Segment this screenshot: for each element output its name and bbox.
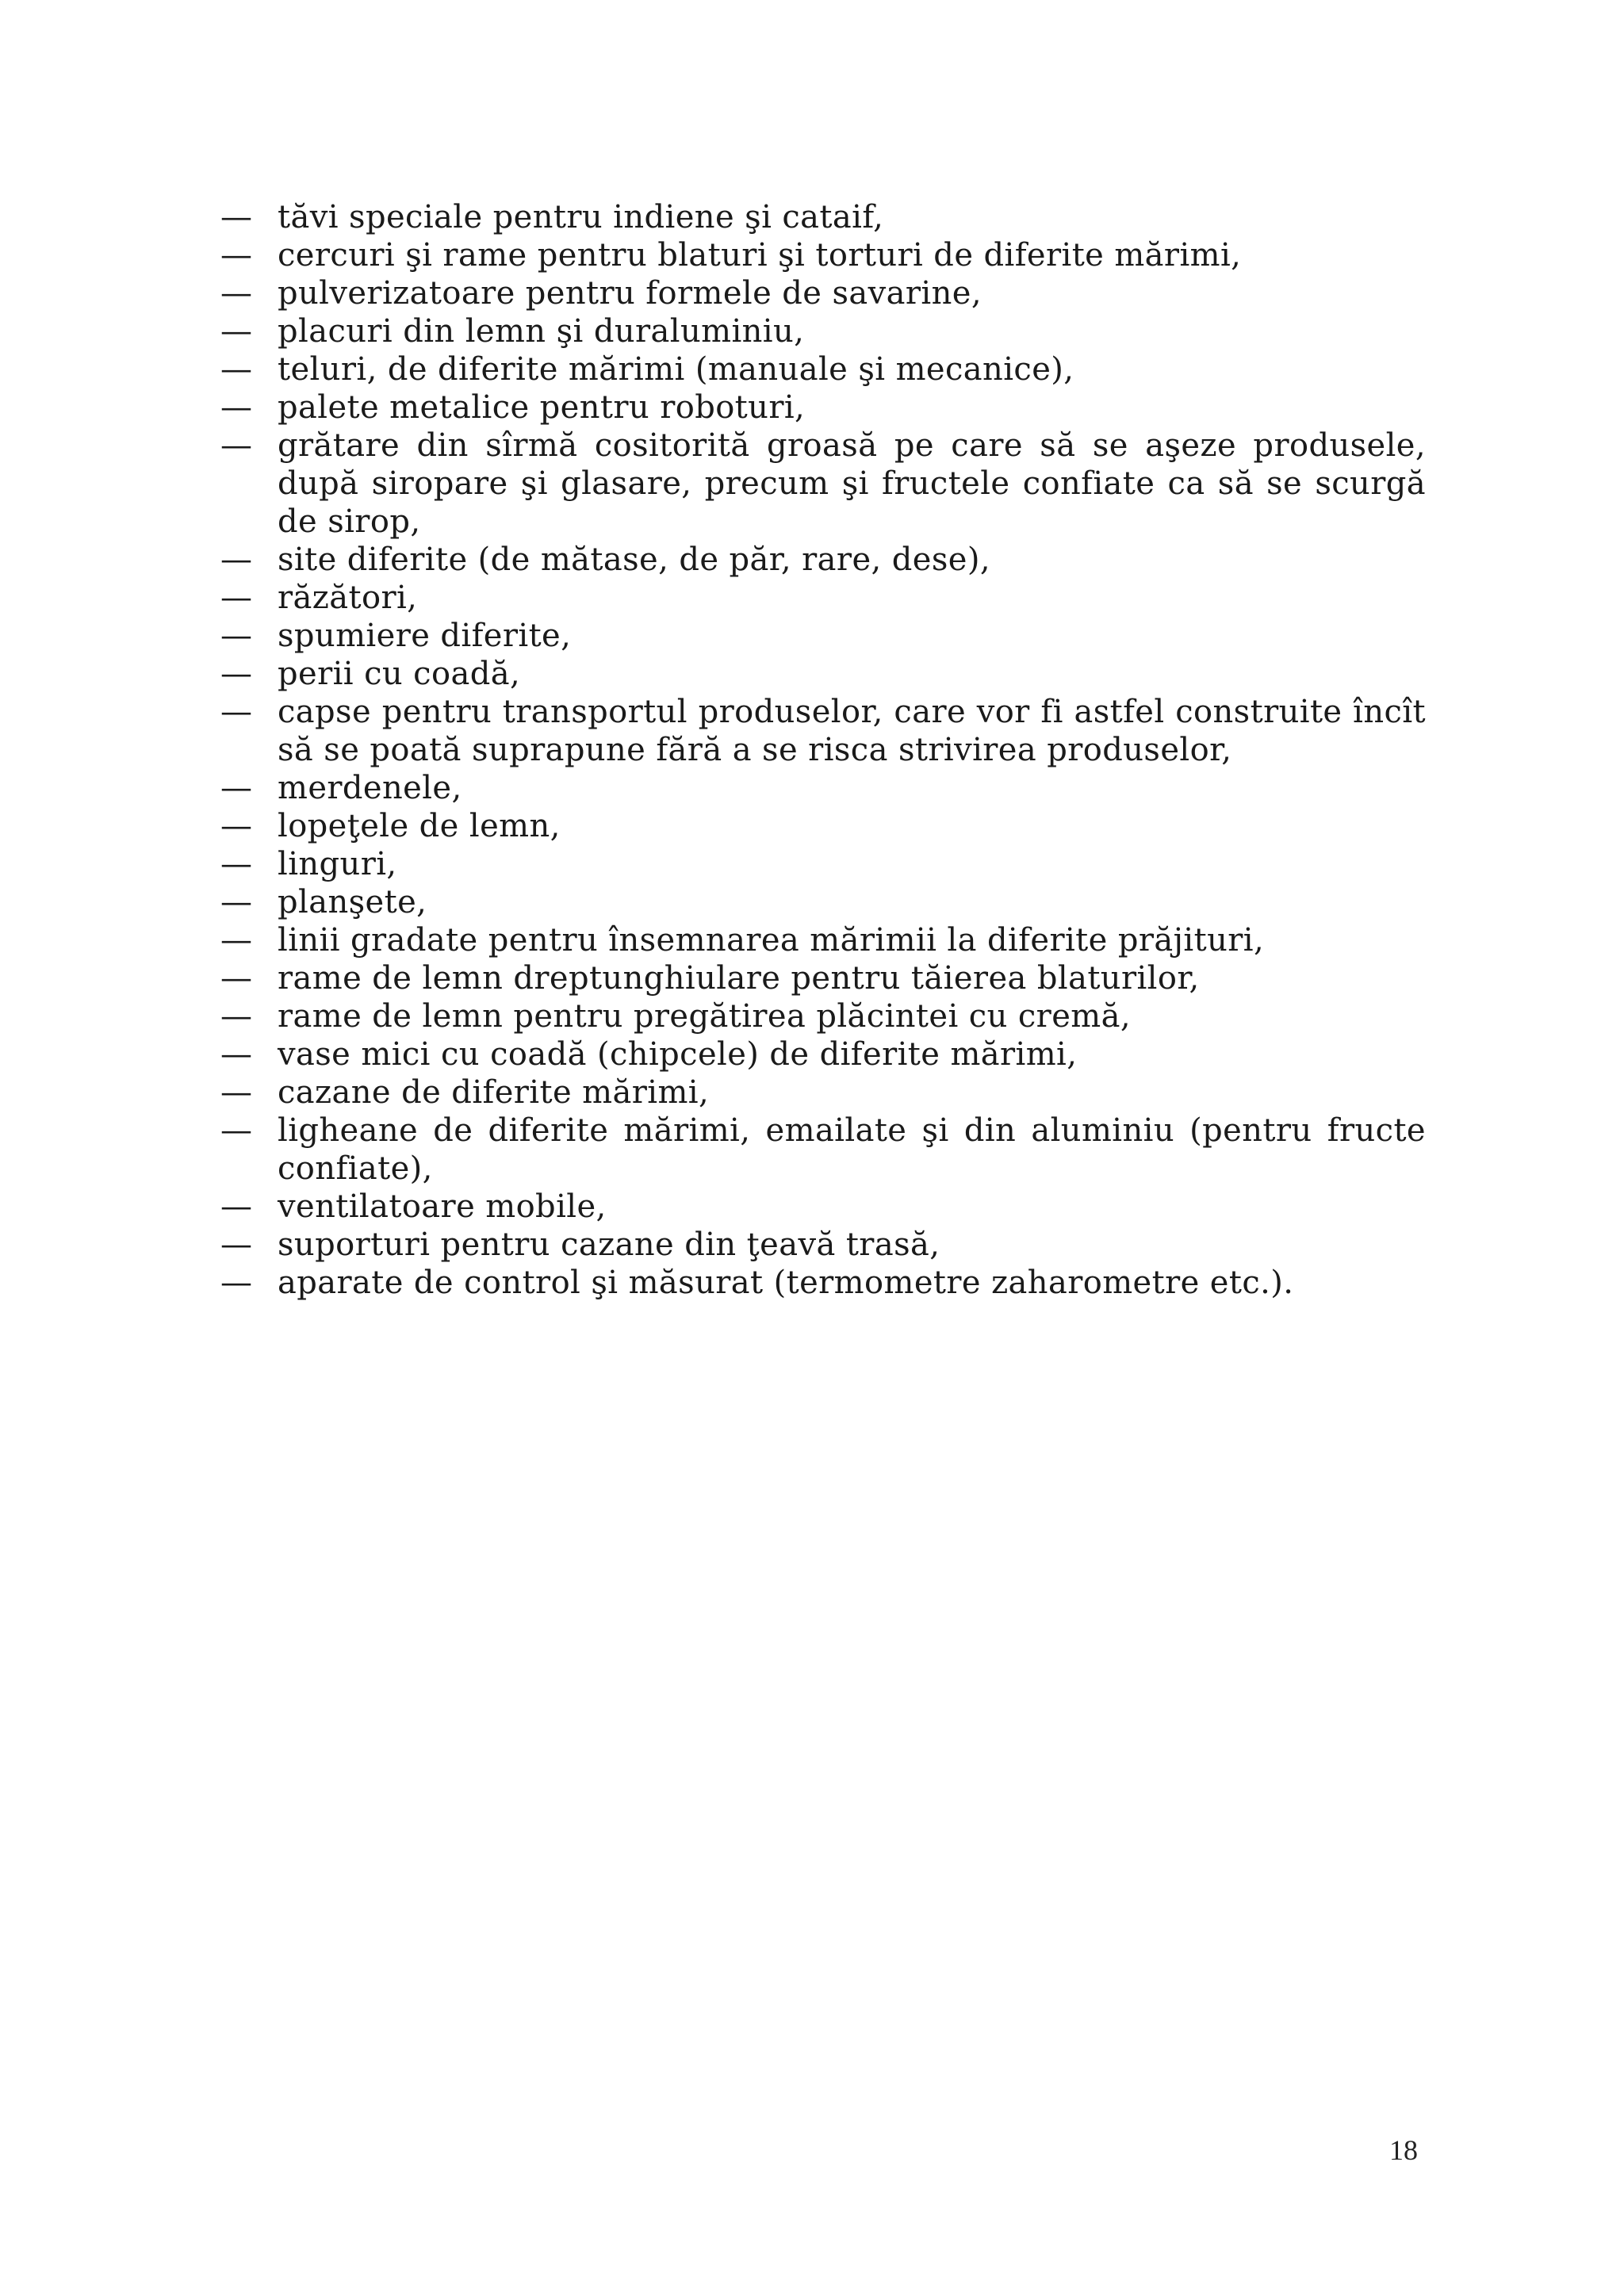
list-dash: —	[220, 1265, 253, 1301]
list-item-text: spumiere diferite,	[278, 618, 572, 654]
list-item-text: suporturi pentru cazane din ţeavă trasă,	[278, 1226, 940, 1263]
list-item	[220, 617, 1426, 655]
list-item-text: ventilatoare mobile,	[278, 1188, 607, 1225]
list-item-text: linii gradate pentru însemnarea mărimii la diferite prăjituri,	[278, 922, 1265, 959]
list-dash: —	[220, 808, 253, 844]
list-item	[220, 655, 1426, 693]
list-item-text: tăvi speciale pentru indiene şi cataif,	[278, 199, 884, 235]
list-item	[220, 1035, 1426, 1073]
list-dash: —	[220, 351, 253, 388]
list-dash: —	[220, 237, 253, 274]
equipment-list	[220, 198, 1426, 1302]
list-dash: —	[220, 389, 253, 426]
list-item-text: planşete,	[278, 884, 427, 920]
list-dash: —	[220, 580, 253, 616]
list-item-text: merdenele,	[278, 770, 462, 806]
list-item	[220, 807, 1426, 845]
list-dash: —	[220, 846, 253, 882]
list-item	[220, 427, 1426, 541]
list-item-text: palete metalice pentru roboturi,	[278, 389, 806, 426]
list-item-text: grătare din sîrmă cositorită groasă pe care să se aşeze produsele, după siropare şi glasare, precum şi fructele confiate ca să se scurgă de sirop,	[278, 427, 1426, 540]
list-item	[220, 693, 1426, 769]
list-item	[220, 959, 1426, 997]
list-item-text: vase mici cu coadă (chipcele) de diferite mărimi,	[278, 1036, 1078, 1073]
list-item	[220, 921, 1426, 959]
list-dash: —	[220, 275, 253, 312]
list-item-text: placuri din lemn şi duraluminiu,	[278, 313, 805, 350]
list-dash: —	[220, 998, 253, 1035]
list-item-text: răzători,	[278, 580, 418, 616]
list-item-text: capse pentru transportul produselor, care vor fi astfel construite încît să se poată suprapune fără a se risca strivirea produselor,	[278, 694, 1426, 768]
list-item-text: pulverizatoare pentru formele de savarine,	[278, 275, 982, 312]
list-item	[220, 274, 1426, 312]
list-dash: —	[220, 1226, 253, 1263]
list-item	[220, 350, 1426, 388]
list-item	[220, 312, 1426, 350]
list-item-text: linguri,	[278, 846, 397, 882]
list-item	[220, 1264, 1426, 1302]
list-item-text: perii cu coadă,	[278, 656, 521, 692]
list-dash: —	[220, 618, 253, 654]
list-item	[220, 1226, 1426, 1264]
list-item-text: rame de lemn dreptunghiulare pentru tăierea blaturilor,	[278, 960, 1200, 997]
list-item	[220, 579, 1426, 617]
list-dash: —	[220, 313, 253, 350]
list-item	[220, 997, 1426, 1035]
list-item	[220, 845, 1426, 883]
list-dash: —	[220, 541, 253, 578]
list-item	[220, 883, 1426, 921]
page-number: 18	[1389, 2134, 1418, 2166]
list-dash: —	[220, 694, 253, 730]
list-dash: —	[220, 199, 253, 235]
list-dash: —	[220, 922, 253, 959]
list-item-text: lopeţele de lemn,	[278, 808, 561, 844]
list-item	[220, 1112, 1426, 1188]
list-item	[220, 769, 1426, 807]
list-dash: —	[220, 427, 253, 464]
list-dash: —	[220, 884, 253, 920]
list-item	[220, 1073, 1426, 1112]
list-item-text: site diferite (de mătase, de păr, rare, dese),	[278, 541, 990, 578]
list-dash: —	[220, 1188, 253, 1225]
list-item-text: cercuri şi rame pentru blaturi şi torturi de diferite mărimi,	[278, 237, 1242, 274]
list-item-text: ligheane de diferite mărimi, emailate şi din aluminiu (pentru fructe confiate),	[278, 1112, 1426, 1187]
list-dash: —	[220, 1036, 253, 1073]
list-item	[220, 1188, 1426, 1226]
list-item	[220, 236, 1426, 274]
list-item-text: cazane de diferite mărimi,	[278, 1074, 710, 1111]
list-dash: —	[220, 1074, 253, 1111]
list-dash: —	[220, 1112, 253, 1149]
list-item-text: rame de lemn pentru pregătirea plăcintei cu cremă,	[278, 998, 1131, 1035]
list-item-text: teluri, de diferite mărimi (manuale şi mecanice),	[278, 351, 1074, 388]
list-dash: —	[220, 656, 253, 692]
list-item	[220, 541, 1426, 579]
list-dash: —	[220, 960, 253, 997]
list-item	[220, 388, 1426, 427]
list-item	[220, 198, 1426, 236]
list-item-text: aparate de control şi măsurat (termometre zaharometre etc.).	[278, 1265, 1294, 1301]
list-dash: —	[220, 770, 253, 806]
